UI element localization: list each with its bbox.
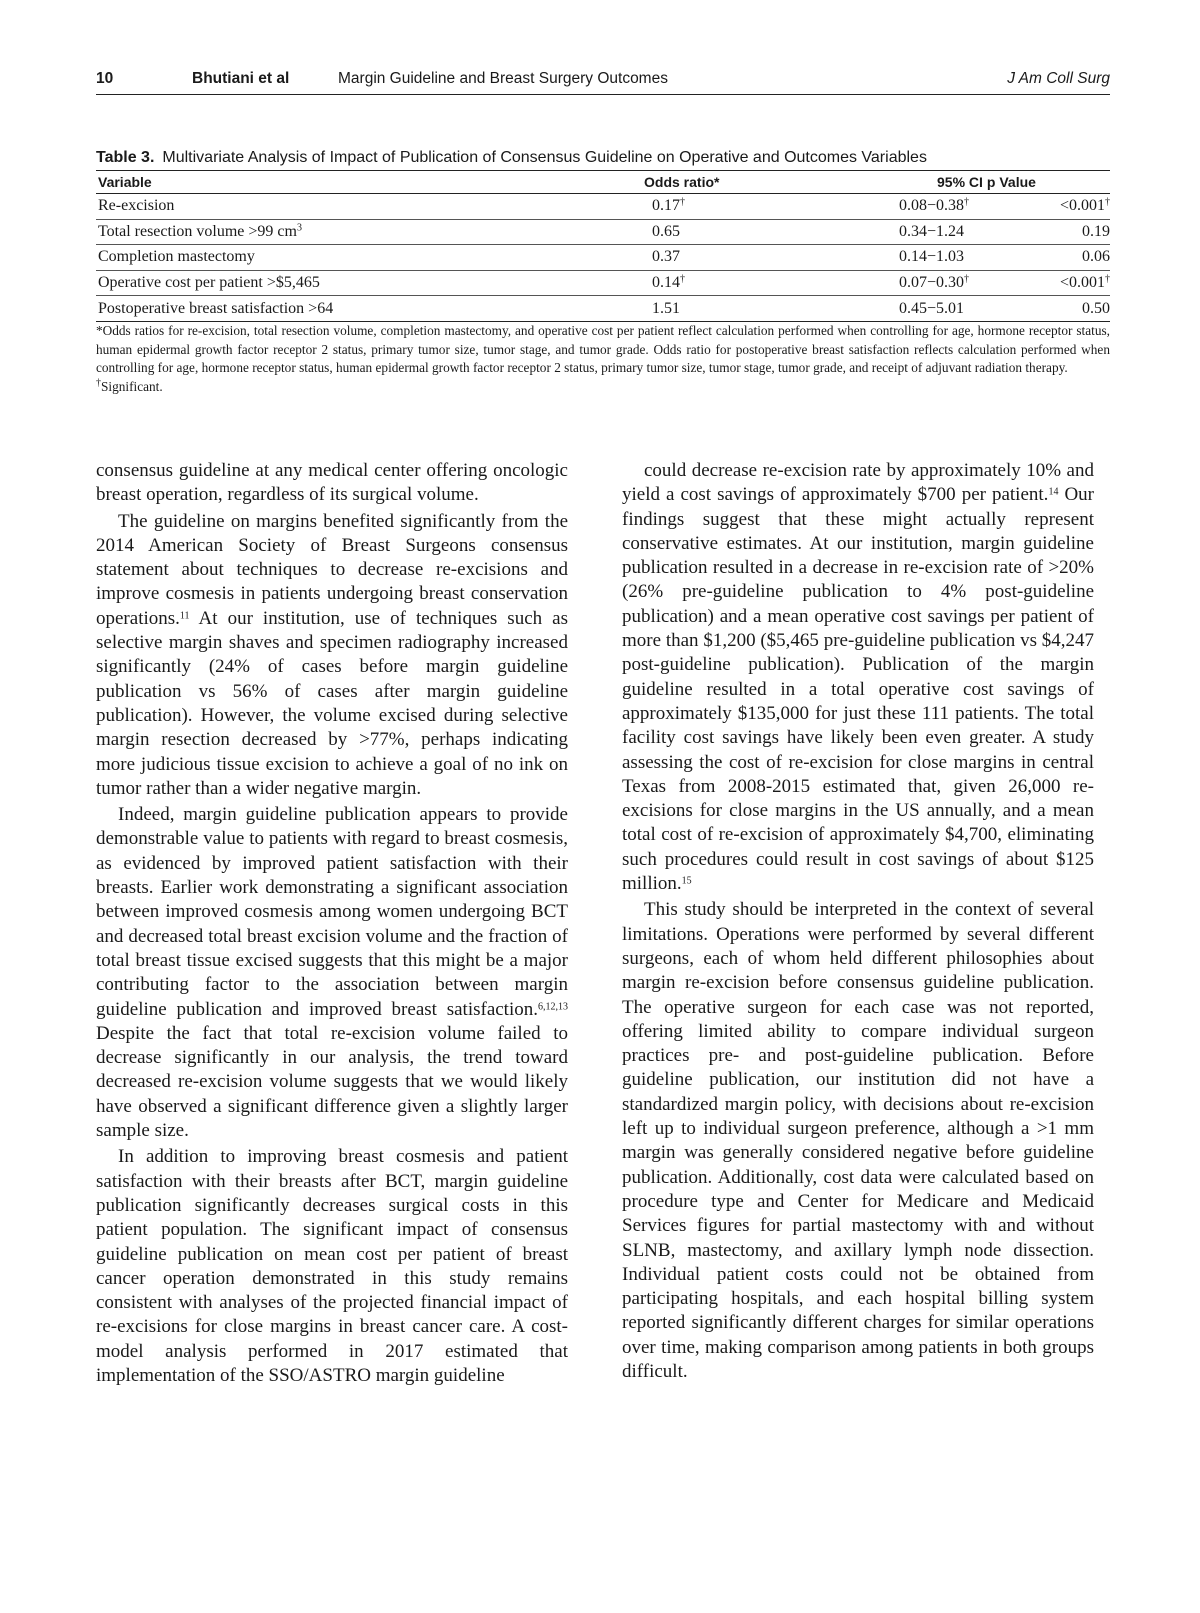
cell-ci [746, 270, 985, 296]
unit-superscript: 3 [296, 222, 302, 234]
body-paragraph: consensus guideline at any medical center offering oncologic breast operation, regardless of its surgical volume. [96, 460, 568, 506]
column-header-odds-ratio: Odds ratio* [526, 171, 746, 194]
significance-mark: † [680, 196, 685, 208]
body-paragraph: The guideline on margins benefited significantly from the 2014 American Society of Breast Surgeons consensus statement about techniques to decrease re-excisions and improve cosmesis in patients undergoing breast conservation operations.$^{11}$ At our institution, use of techniques such as selective margin shaves and specimen radiography increased significantly (24% of cases before margin guideline publication vs 56% of cases after margin guideline publication). However, the volume excised during selective margin resection decreased by >77%, perhaps indicating more judicious tissue excision to achieve a goal of no ink on tumor rather than a wider negative margin. [96, 510, 568, 799]
table-label: Table 3. [96, 149, 155, 166]
variable-text: Operative cost per patient >$5,465 [98, 274, 320, 292]
variable-text: Re-excision [98, 197, 175, 215]
cell-p-value [985, 245, 1110, 271]
p-value: 0.06 [1082, 248, 1110, 266]
ci-value: 0.45−5.01 [899, 299, 965, 317]
p-value: 0.50 [1082, 299, 1110, 317]
citation-ref: 14 [1048, 486, 1059, 498]
cell-p-value [985, 194, 1110, 220]
cell-odds-ratio [526, 194, 746, 220]
cell-ci [746, 219, 985, 245]
body-paragraph: Indeed, margin guideline publication appears to provide demonstrable value to patients with regard to breast cosmesis, as evidenced by improved patient satisfaction with their breasts. Earlier work demonstrating a significant association between improved cosmesis among women undergoing BCT and decreased total breast excision volume and the fraction of total breast tissue excised suggests that this might be a major contributing factor to the association between margin guideline publication and improved breast satisfaction.$^{6,12,13}$ Despite the fact that total re-excision volume failed to decrease significantly in our analysis, the trend toward decreased re-excision volume suggests that we would likely have observed a significant difference given a slightly larger sample size. [96, 804, 568, 1142]
ci-value: 0.07−0.30 [899, 274, 965, 292]
cell-p-value [985, 219, 1110, 245]
journal-name: J Am Coll Surg [1007, 70, 1110, 87]
citation-ref: 11 [179, 610, 190, 622]
significance-mark: † [1105, 273, 1110, 285]
cell-odds-ratio [526, 270, 746, 296]
table-row [96, 219, 1110, 245]
ci-value: 0.08−0.38 [899, 197, 965, 215]
citation-ref: 6,12,13 [538, 1001, 568, 1013]
cell-p-value [985, 296, 1110, 322]
table-footnote [96, 322, 1110, 396]
odds-ratio-value: 0.65 [652, 222, 680, 240]
body-column-left [96, 459, 568, 1388]
significance-mark: † [680, 273, 685, 285]
p-value: 0.19 [1082, 222, 1110, 240]
ci-value: 0.34−1.24 [899, 222, 965, 240]
running-header [96, 66, 1110, 95]
table-header-row [96, 171, 1110, 194]
cell-variable [96, 219, 526, 245]
body-paragraph: This study should be interpreted in the context of several limitations. Operations were performed by several different surgeons, each of whom held different philosophies about margin re-excision before consensus guideline publication. The operative surgeon for each case was not reported, offering limited ability to compare individual surgeon practices pre- and post-guideline publication. Before guideline publication, our institution did not have a standardized margin policy, with decisions about re-excision left up to individual surgeon preference, although a >1 mm margin was generally considered negative before guideline publication. Additionally, cost data were calculated based on procedure type and Center for Medicare and Medicaid Services figures for partial mastectomy with and without SLNB, mastectomy, and axillary lymph node dissection. Individual patient costs could not be obtained from participating hospitals, and each hospital billing system reported significantly different charges for similar operations over time, making comparison among patients in both groups difficult. [622, 899, 1094, 1382]
body-paragraph: could decrease re-excision rate by approximately 10% and yield a cost savings of approximately $700 per patient.$^{14}$ Our findings suggest that these might actually represent conservative estimates. At our institution, margin guideline publication resulted in a decrease in re-excision rate of >20% (26% pre-guideline publication to 4% post-guideline publication) and a mean operative cost savings per patient of more than $1,200 ($5,465 pre-guideline publication vs $4,247 post-guideline publication). Publication of the margin guideline resulted in a total operative cost savings of approximately $135,000 for just these 111 patients. The total facility cost savings have likely been even greater. A study assessing the cost of re-excision for close margins in central Texas from 2008-2015 estimated that, given 26,000 re-excisions for close margins in the US annually, and a mean total cost of re-excision of approximately $4,700, eliminating such procedures could result in cost savings of about $125 million.$^{15}$ [622, 460, 1094, 895]
table-title: Multivariate Analysis of Impact of Publication of Consensus Guideline on Operative and Outcomes Variables [162, 149, 927, 166]
footnote-star: *Odds ratios for re-excision, total resection volume, completion mastectomy, and operative cost per patient reflect calculation performed when controlling for age, hormone receptor status, human epidermal growth factor receptor 2 status, primary tumor size, tumor stage, and tumor grade. Odds ratio for postoperative breast satisfaction reflects calculation performed when controlling for age, hormone receptor status, human epidermal growth factor receptor 2 status, primary tumor size, tumor stage, tumor grade, and receipt of adjuvant radiation therapy. [96, 323, 1110, 375]
cell-variable [96, 194, 526, 220]
body-column-right [622, 459, 1094, 1384]
cell-ci [746, 194, 985, 220]
significance-mark: † [964, 273, 970, 285]
cell-odds-ratio [526, 219, 746, 245]
variable-text: Postoperative breast satisfaction >64 [98, 299, 334, 317]
cell-variable [96, 245, 526, 271]
cell-ci [746, 245, 985, 271]
table-row [96, 270, 1110, 296]
cell-odds-ratio [526, 245, 746, 271]
cell-odds-ratio [526, 296, 746, 322]
running-title: Margin Guideline and Breast Surgery Outcomes [338, 70, 668, 87]
cell-ci [746, 296, 985, 322]
column-header-p-value: p Value [985, 171, 1110, 194]
page-number: 10 [96, 70, 114, 87]
table-row [96, 245, 1110, 271]
body-paragraph: In addition to improving breast cosmesis and patient satisfaction with their breasts after BCT, margin guideline publication significantly decreases surgical costs in this patient population. The significant impact of consensus guideline publication on mean cost per patient of breast cancer operation demonstrated in this study remains consistent with analyses of the projected financial impact of re-excisions for close margins in breast cancer care. A cost-model analysis performed in 2017 estimated that implementation of the SSO/ASTRO margin guideline [96, 1146, 568, 1386]
results-table [96, 170, 1110, 322]
variable-text: Completion mastectomy [98, 248, 255, 266]
citation-ref: 15 [681, 875, 692, 887]
cell-p-value [985, 270, 1110, 296]
column-header-variable: Variable [96, 171, 526, 194]
odds-ratio-value: 0.14 [652, 274, 680, 292]
cell-variable [96, 296, 526, 322]
odds-ratio-value: 0.17 [652, 197, 680, 215]
significance-mark: † [964, 196, 970, 208]
p-value: <0.001 [1059, 197, 1105, 215]
table-body [96, 194, 1110, 322]
p-value: <0.001 [1059, 274, 1105, 292]
table-caption [96, 149, 1110, 167]
significance-mark: † [1105, 196, 1110, 208]
dagger-text: Significant. [101, 378, 163, 394]
odds-ratio-value: 0.37 [652, 248, 680, 266]
column-header-ci: 95% CI [746, 171, 985, 194]
variable-text: Total resection volume >99 cm [98, 222, 297, 240]
odds-ratio-value: 1.51 [652, 299, 680, 317]
ci-value: 0.14−1.03 [899, 248, 965, 266]
running-authors: Bhutiani et al [192, 70, 290, 87]
cell-variable [96, 270, 526, 296]
dagger-mark: † [96, 377, 101, 388]
table-row [96, 296, 1110, 322]
footnote-dagger [96, 378, 1110, 397]
table-row [96, 194, 1110, 220]
